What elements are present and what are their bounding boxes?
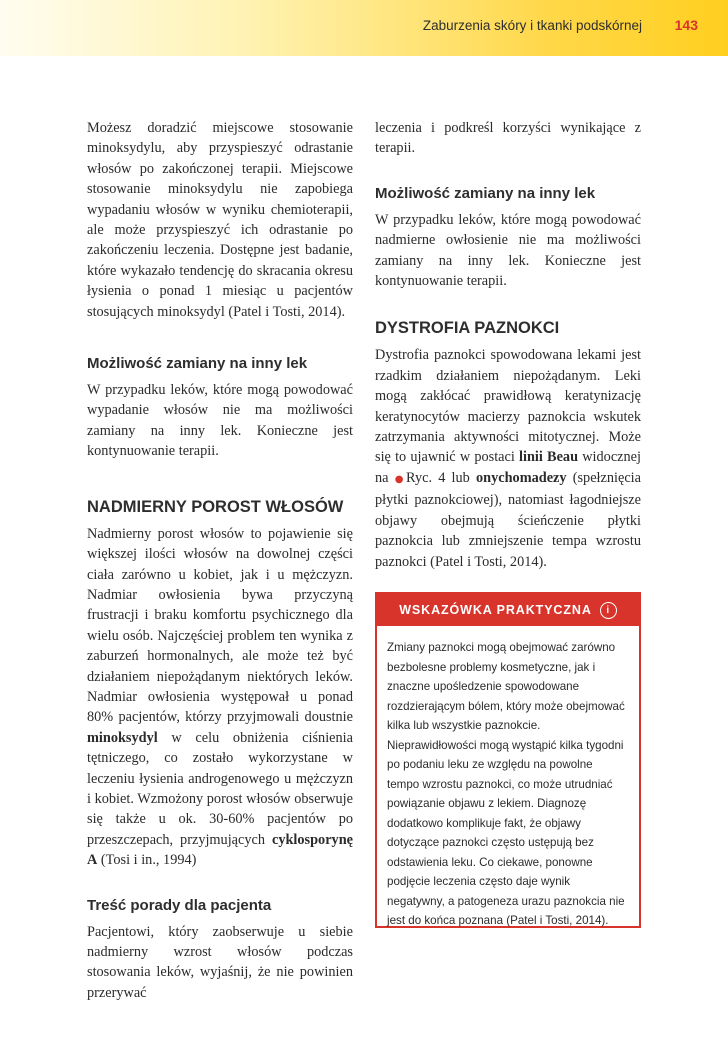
tip-body: Zmiany paznokci mogą obejmować zarówno bezbolesne problemy kosmetyczne, jak i znaczne upośledzenie spowodowane rozdzierającym bólem, który może obejmować kilka lub wszystkie paznokcie. Nieprawidłowości mogą wystąpić kilka tygodni po podaniu leku ze względu na powolne tempo wzrostu paznokci, co może utrudniać powiązanie objawu z lekiem. Diagnozę dodatkowo komplikuje fakt, że objawy dotyczące paznokci często ustępują bez odstawienia leku. Co ciekawe, ponowne podjęcie leczenia często daje wynik negatywny, a patogeneza urazu paznokcia nie jest do końca poznana (Patel i Tosti, 2014).	[387, 641, 625, 927]
section-heading: Możliwość zamiany na inny lek	[375, 184, 596, 202]
paragraph: W przypadku leków, które mogą powodować wypadanie włosów nie ma możliwości zamiany na inny lek. Konieczne jest kontynuowanie terapii.	[87, 382, 353, 460]
paragraph: W przypadku leków, które mogą powodować nadmierne owłosienie nie ma możliwości zamiany na inny lek. Konieczne jest kontynuowanie terapii.	[375, 211, 641, 290]
chapter-title: Zaburzenia skóry i tkanki podskórnej	[422, 18, 642, 33]
practical-tip-box	[375, 592, 641, 928]
paragraph: Możesz doradzić miejscowe stosowanie minoksydylu, aby przyspieszyć odrastanie włosów po zakończonej terapii. Miejscowe stosowanie minoksydylu nie zapobiega wypadaniu włosów w wyniku chemioterapii, ale może przyspieszyć ich odrastanie po zakończeniu leczenia. Dostępne jest badanie, które wykazało tendencję do skracania okresu łysienia o ponad 1 miesiąc u pacjentów stosujących minoksydyl (Patel i Tosti, 2014).	[87, 120, 353, 320]
paragraph: leczenia i podkreśl korzyści wynikające z terapii.	[375, 120, 641, 157]
term: linii Beau	[519, 449, 579, 466]
left-column	[87, 118, 353, 1003]
section-heading: Możliwość zamiany na inny lek	[87, 355, 308, 373]
tip-header	[377, 594, 639, 626]
page-number: 143	[674, 17, 698, 33]
section-title: DYSTROFIA PAZNOKCI	[375, 319, 560, 338]
right-column	[375, 118, 641, 572]
drug-name: cyklosporynę A	[87, 831, 353, 869]
section-title: NADMIERNY POROST WŁOSÓW	[87, 497, 344, 516]
paragraph: Nadmierny porost włosów to pojawienie się większej ilości włosów na dowolnej części ciała zarówno u kobiet, jak i u mężczyzn. Nadmiar owłosienia bywa przyczyną frustracji i braku komfortu psychicznego dla wielu osób. Najczęściej problem ten wynika z zaburzeń hormonalnych, ale może też być działaniem niepożądanym niektórych leków. Nadmiar owłosienia występował u ponad 80% pacjentów, którzy przyjmowali doustnie minoksydyl w celu obniżenia ciśnienia tętniczego, co zostało wykorzystane w leczeniu łysienia androgenowego u mężczyzn i kobiet. Wzmożony porost włosów obserwuje się także u ok. 30-60% pacjentów po przeszczepach, przyjmujących cyklosporynę A (Tosi i in., 1994)	[87, 525, 353, 869]
figure-ref-bullet-icon: ●	[394, 473, 407, 485]
drug-name: minoksydyl	[87, 729, 158, 746]
paragraph: Dystrofia paznokci spowodowana lekami jest rzadkim działaniem niepożądanym. Leki mogą zakłócać prawidłową keratynizację keratynocytów macierzy paznokcia wskutek zatrzymania aktywności mitotycznej. Może się to ujawnić w postaci linii Beau widocznej na ●Ryc. 4 lub onychomadezy (spełznięcia płytki paznokciowej), natomiast łagodniejsze objawy obejmują ścieńczenie płytki paznokcia lub zmniejszenie tempa wzrostu paznokci (Patel i Tosti, 2014).	[375, 347, 642, 570]
paragraph: Pacjentowi, który zaobserwuje u siebie nadmierny wzrost włosów podczas stosowania leków, wyjaśnij, że nie powinien przerywać	[87, 923, 353, 1001]
info-icon: i	[600, 602, 617, 619]
section-heading: Treść porady dla pacjenta	[87, 896, 272, 914]
page-header	[0, 0, 728, 56]
tip-title: WSKAZÓWKA PRAKTYCZNA	[399, 603, 592, 617]
term: onychomadezy	[476, 469, 567, 486]
figure-ref[interactable]: Ryc. 4 lub	[406, 469, 470, 486]
